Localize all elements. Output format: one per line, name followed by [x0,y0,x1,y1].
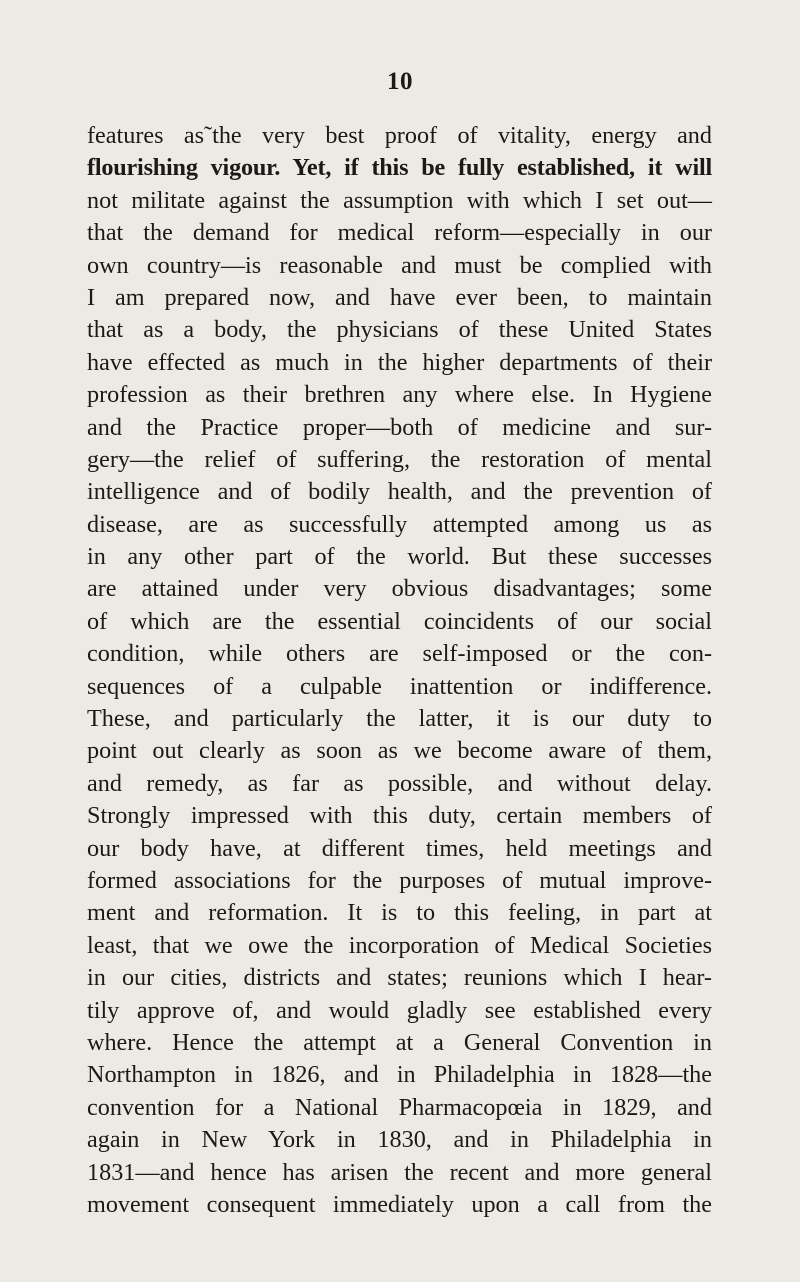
text-line: condition, while others are self-imposed or the con- [87,640,712,668]
text-line: Northampton in 1826, and in Philadelphia in 1828—the [87,1061,712,1089]
text-line: and remedy, as far as possible, and without delay. [87,769,712,797]
text-line: convention for a National Pharmacopœia in 1829, and [87,1093,712,1121]
text-line: movement consequent immediately upon a call from the [87,1190,712,1218]
text-line: features as˜the very best proof of vitality, energy and [87,122,712,149]
page-number: 10 [387,68,413,95]
text-line: intelligence and of bodily health, and the prevention of [87,478,712,506]
text-line: ment and reformation. It is to this feeling, in part at [87,899,712,927]
text-line: gery—the relief of suffering, the restoration of mental [87,445,712,473]
text-line: that the demand for medical reform—especially in our [87,219,712,247]
text-line: where. Hence the attempt at a General Convention in [87,1028,712,1056]
text-line: in our cities, districts and states; reunions which I hear- [87,964,712,992]
text-line: Strongly impressed with this duty, certain members of [87,802,712,830]
text-line: our body have, at different times, held meetings and [87,834,712,862]
text-line: tily approve of, and would gladly see established every [87,996,712,1024]
text-line: flourishing vigour. Yet, if this be fully established, it will [87,154,712,182]
text-line: disease, are as successfully attempted among us as [87,510,712,538]
text-line: and the Practice proper—both of medicine and sur- [87,413,712,441]
text-line: These, and particularly the latter, it is our duty to [87,705,712,733]
text-line: in any other part of the world. But these successes [87,543,712,571]
text-line: again in New York in 1830, and in Philadelphia in [87,1126,712,1154]
text-line: are attained under very obvious disadvantages; some [87,575,712,603]
text-line: of which are the essential coincidents of our social [87,607,712,635]
text-line: least, that we owe the incorporation of Medical Societies [87,931,712,959]
text-line: formed associations for the purposes of mutual improve- [87,866,712,894]
text-line: profession as their brethren any where else. In Hygiene [87,381,712,409]
text-line: have effected as much in the higher departments of their [87,348,712,376]
body-text [87,120,712,1221]
text-line: that as a body, the physicians of these United States [87,316,712,344]
text-line: not militate against the assumption with which I set out— [87,186,712,214]
text-line: sequences of a culpable inattention or indifference. [87,672,712,700]
text-line: 1831—and hence has arisen the recent and more general [87,1158,712,1186]
text-line: I am prepared now, and have ever been, to maintain [87,283,712,311]
text-line: point out clearly as soon as we become aware of them, [87,737,712,765]
text-line: own country—is reasonable and must be complied with [87,251,712,279]
